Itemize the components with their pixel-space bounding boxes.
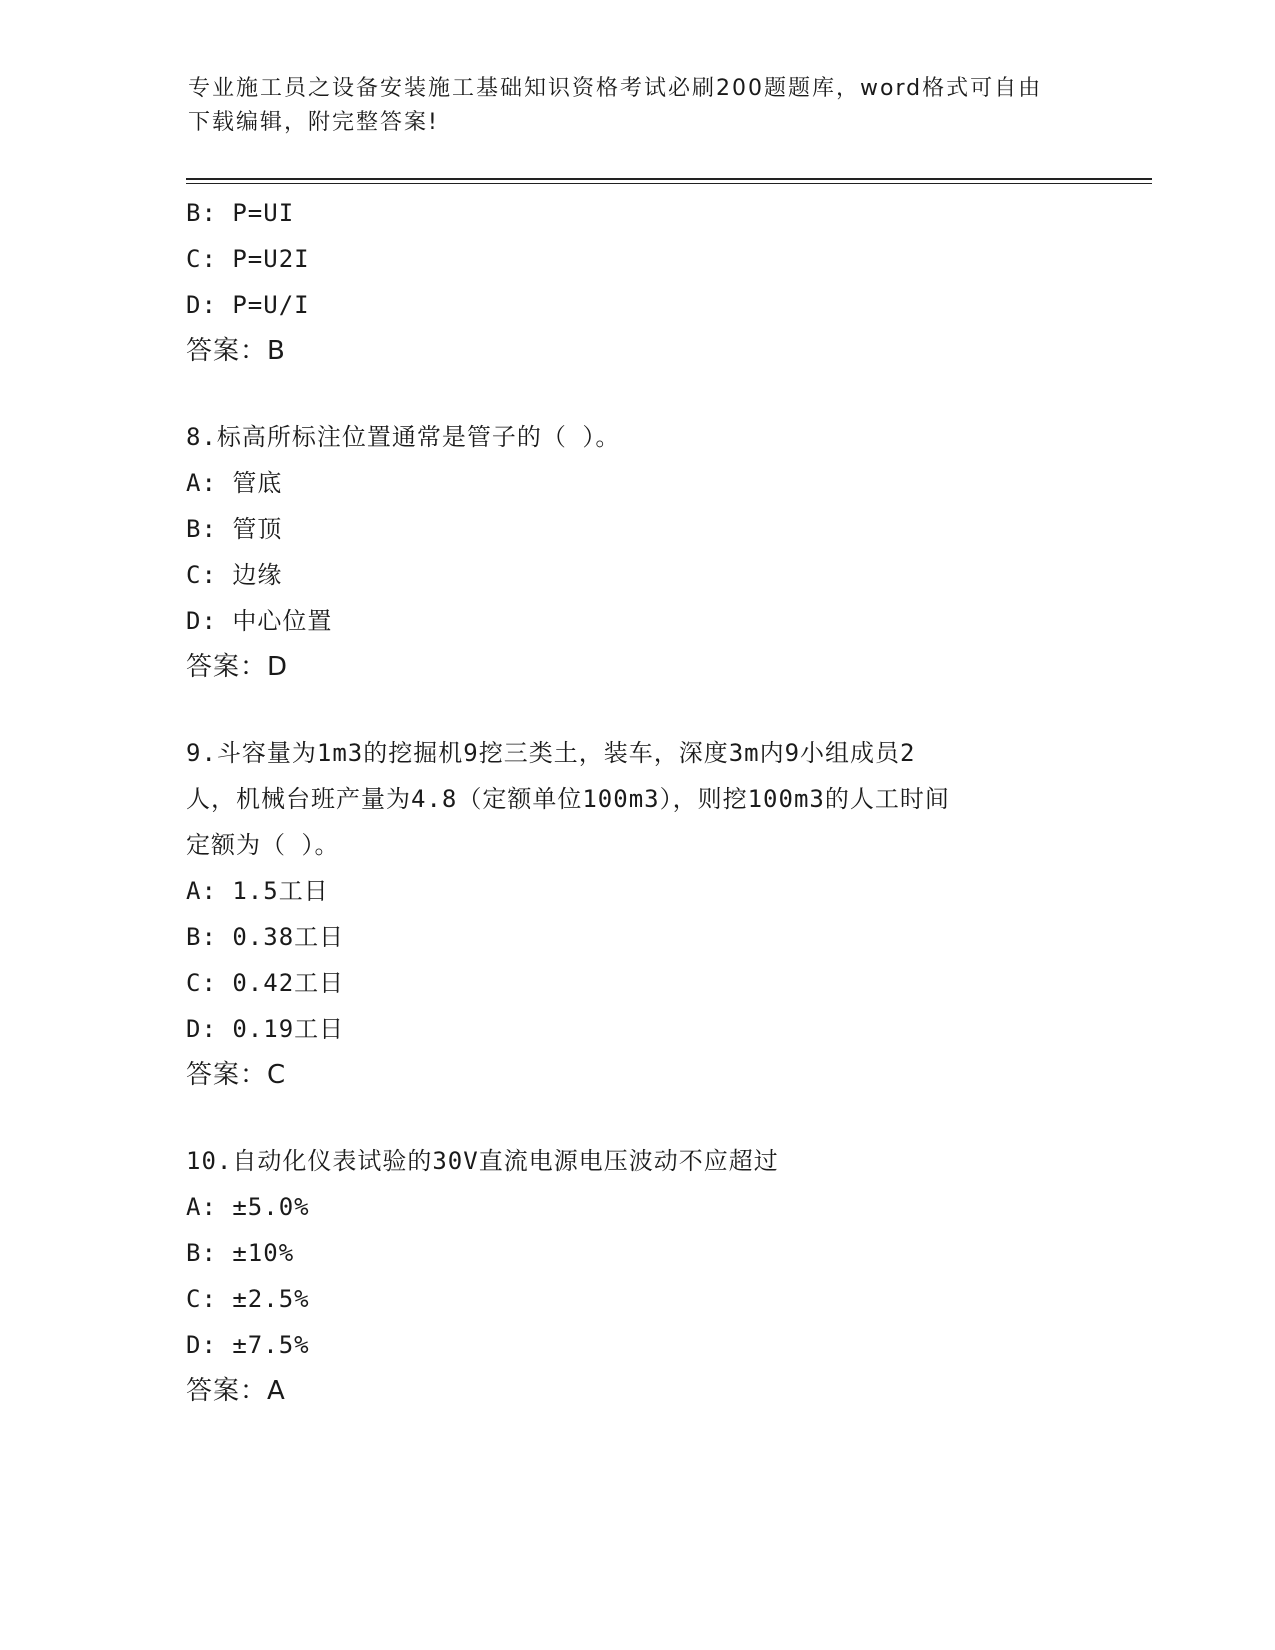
option-b: B: ±10% (186, 1239, 295, 1267)
option-b: B: 管顶 (186, 515, 283, 543)
answer-line: 答案：A (186, 1376, 286, 1406)
option-d: D: 中心位置 (186, 607, 333, 635)
question-stem-line-3: 定额为（ ）。 (186, 831, 340, 859)
option-d: D: ±7.5% (186, 1331, 310, 1359)
option-c: C: 0.42工日 (186, 969, 345, 997)
question-stem: 8.标高所标注位置通常是管子的（ ）。 (186, 423, 621, 451)
question-8 (186, 414, 1086, 690)
question-stem-line-1: 9.斗容量为1m3的挖掘机9挖三类土，装车，深度3m内9小组成员2 (186, 739, 916, 767)
question-9 (186, 730, 1086, 1098)
option-a: A: 1.5工日 (186, 877, 329, 905)
header-line-1: 专业施工员之设备安装施工基础知识资格考试必刷200题题库，word格式可自由 (188, 76, 1043, 101)
answer-line: 答案：D (186, 652, 289, 682)
answer-line: 答案：C (186, 1060, 287, 1090)
question-stem: 10.自动化仪表试验的30V直流电源电压波动不应超过 (186, 1147, 779, 1175)
option-d: D: 0.19工日 (186, 1015, 345, 1043)
option-a: A: ±5.0% (186, 1193, 310, 1221)
answer-line: 答案：B (186, 336, 286, 366)
option-d: D: P=U/I (186, 291, 310, 319)
question-10 (186, 1138, 1086, 1414)
option-b: B: P=UI (186, 199, 295, 227)
question-7-continued (186, 190, 1086, 374)
header-line-2: 下载编辑，附完整答案! (188, 110, 439, 135)
document-header (188, 72, 1088, 140)
option-a: A: 管底 (186, 469, 283, 497)
option-b: B: 0.38工日 (186, 923, 345, 951)
option-c: C: 边缘 (186, 561, 283, 589)
option-c: C: P=U2I (186, 245, 310, 273)
document-body (186, 190, 1086, 1414)
option-c: C: ±2.5% (186, 1285, 310, 1313)
question-stem-line-2: 人，机械台班产量为4.8（定额单位100m3），则挖100m3的人工时间 (186, 785, 950, 813)
header-divider (186, 178, 1152, 184)
